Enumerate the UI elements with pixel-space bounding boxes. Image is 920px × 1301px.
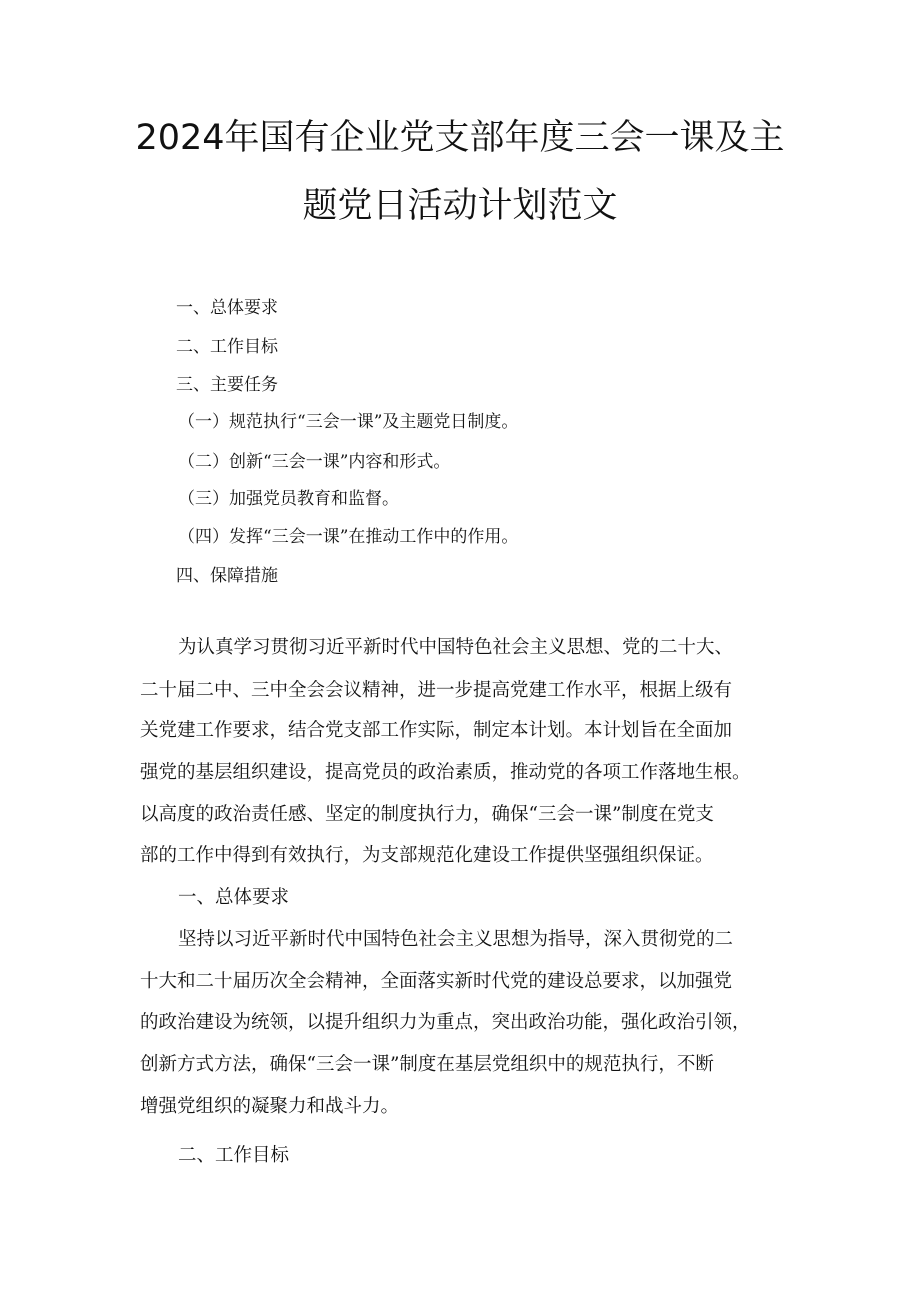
intro-line: 为认真学习贯彻习近平新时代中国特色社会主义思想、党的二十大、 [178,637,734,658]
intro-line: 以高度的政治责任感、坚定的制度执行力，确保“三会一课”制度在党支 [140,804,714,825]
section-heading-overall-requirements: 一、总体要求 [178,887,290,908]
intro-line: 关党建工作要求，结合党支部工作实际，制定本计划。本计划旨在全面加 [140,720,733,741]
document-title-line-2: 题党日活动计划范文 [302,186,618,226]
section1-line: 增强党组织的凝聚力和战斗力。 [140,1096,400,1117]
outline-subitem: （二）创新“三会一课”内容和形式。 [178,452,451,472]
outline-item: 一、总体要求 [176,298,278,318]
intro-line: 部的工作中得到有效执行，为支部规范化建设工作提供坚强组织保证。 [140,845,714,866]
outline-subitem: （三）加强党员教育和监督。 [178,489,399,509]
section1-line: 十大和二十届历次全会精神，全面落实新时代党的建设总要求，以加强党 [140,971,733,992]
intro-line: 二十届二中、三中全会会议精神，进一步提高党建工作水平，根据上级有 [140,680,733,701]
document-title-line-1: 2024年国有企业党支部年度三会一课及主 [135,118,785,158]
section1-line: 的政治建设为统领，以提升组织力为重点，突出政治功能，强化政治引领， [140,1012,751,1033]
outline-item: 二、工作目标 [176,337,278,357]
outline-subitem: （四）发挥“三会一课”在推动工作中的作用。 [178,527,519,547]
section1-line: 坚持以习近平新时代中国特色社会主义思想为指导，深入贯彻党的二 [178,929,734,950]
outline-item: 四、保障措施 [176,566,278,586]
section-heading-work-goals: 二、工作目标 [178,1145,290,1166]
outline-subitem: （一）规范执行“三会一课”及主题党日制度。 [178,412,519,432]
outline-item: 三、主要任务 [176,375,278,395]
intro-line: 强党的基层组织建设，提高党员的政治素质，推动党的各项工作落地生根。 [140,762,751,783]
section1-line: 创新方式方法，确保“三会一课”制度在基层党组织中的规范执行，不断 [140,1054,714,1075]
